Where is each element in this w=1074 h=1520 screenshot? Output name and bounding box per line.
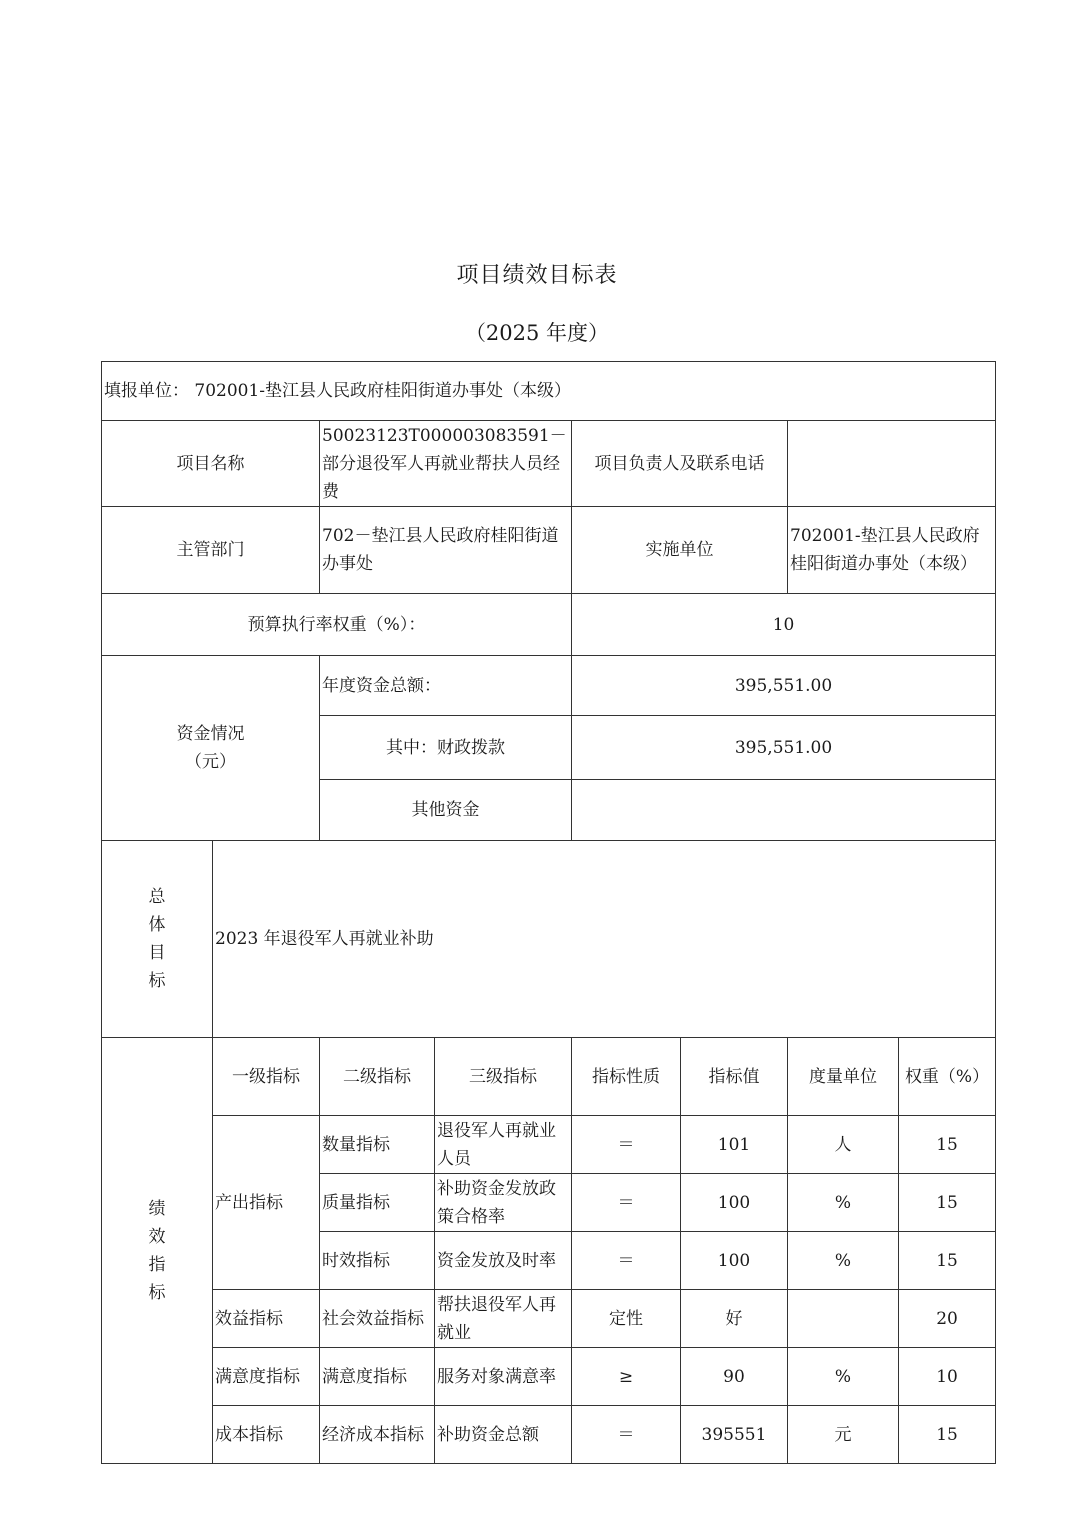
row-value: 100 bbox=[681, 1232, 788, 1290]
overall-goal-label: 总 体 目 标 bbox=[102, 841, 213, 1038]
funds-label-line2: （元） bbox=[185, 752, 236, 772]
table-row bbox=[102, 1406, 996, 1464]
header-level3: 三级指标 bbox=[435, 1038, 572, 1116]
row-level3: 补助资金发放政策合格率 bbox=[435, 1174, 572, 1232]
header-unit: 度量单位 bbox=[788, 1038, 899, 1116]
row-level3: 资金发放及时率 bbox=[435, 1232, 572, 1290]
project-name-value: 50023123T000003083591－部分退役军人再就业帮扶人员经费 bbox=[320, 421, 572, 507]
row-level3: 服务对象满意率 bbox=[435, 1348, 572, 1406]
row-weight: 15 bbox=[899, 1232, 996, 1290]
row-nature: 定性 bbox=[572, 1290, 681, 1348]
row-unit: 人 bbox=[788, 1116, 899, 1174]
impl-label: 实施单位 bbox=[572, 507, 788, 594]
row-value: 100 bbox=[681, 1174, 788, 1232]
fiscal-label: 其中：财政拨款 bbox=[320, 716, 572, 780]
header-level2: 二级指标 bbox=[320, 1038, 435, 1116]
annual-total-label: 年度资金总额： bbox=[320, 656, 572, 716]
contact-label: 项目负责人及联系电话 bbox=[572, 421, 788, 507]
project-name-label: 项目名称 bbox=[102, 421, 320, 507]
row-level1: 成本指标 bbox=[213, 1406, 320, 1464]
row-weight: 15 bbox=[899, 1406, 996, 1464]
impl-value: 702001-垫江县人民政府桂阳街道办事处（本级） bbox=[788, 507, 996, 594]
dept-value: 702－垫江县人民政府桂阳街道办事处 bbox=[320, 507, 572, 594]
fiscal-value: 395,551.00 bbox=[572, 716, 996, 780]
row-level2: 数量指标 bbox=[320, 1116, 435, 1174]
page-subtitle: （2025 年度） bbox=[464, 321, 610, 345]
contact-value bbox=[788, 421, 996, 507]
row-weight: 15 bbox=[899, 1116, 996, 1174]
row-weight: 10 bbox=[899, 1348, 996, 1406]
report-unit: 填报单位： 702001-垫江县人民政府桂阳街道办事处（本级） bbox=[102, 362, 996, 421]
row-nature: ＝ bbox=[572, 1116, 681, 1174]
row-nature: ＝ bbox=[572, 1232, 681, 1290]
table-row bbox=[102, 1116, 996, 1174]
overall-goal-text: 2023 年退役军人再就业补助 bbox=[213, 841, 996, 1038]
budget-weight-label: 预算执行率权重（%）： bbox=[102, 594, 572, 656]
row-level3: 帮扶退役军人再就业 bbox=[435, 1290, 572, 1348]
row-unit: % bbox=[788, 1232, 899, 1290]
output-indicator-label: 产出指标 bbox=[213, 1116, 320, 1290]
other-funds-label: 其他资金 bbox=[320, 780, 572, 841]
row-level2: 社会效益指标 bbox=[320, 1290, 435, 1348]
header-nature: 指标性质 bbox=[572, 1038, 681, 1116]
row-value: 395551 bbox=[681, 1406, 788, 1464]
header-weight: 权重（%） bbox=[899, 1038, 996, 1116]
performance-table bbox=[101, 361, 996, 1464]
perf-indicator-label: 绩 效 指 标 bbox=[102, 1038, 213, 1464]
row-weight: 20 bbox=[899, 1290, 996, 1348]
row-level3: 退役军人再就业人员 bbox=[435, 1116, 572, 1174]
row-level2: 质量指标 bbox=[320, 1174, 435, 1232]
page-title: 项目绩效目标表 bbox=[456, 263, 618, 288]
header-level1: 一级指标 bbox=[213, 1038, 320, 1116]
row-weight: 15 bbox=[899, 1174, 996, 1232]
dept-label: 主管部门 bbox=[102, 507, 320, 594]
row-unit: % bbox=[788, 1348, 899, 1406]
row-unit: 元 bbox=[788, 1406, 899, 1464]
budget-weight-value: 10 bbox=[572, 594, 996, 656]
row-level3: 补助资金总额 bbox=[435, 1406, 572, 1464]
row-level2: 时效指标 bbox=[320, 1232, 435, 1290]
row-value: 101 bbox=[681, 1116, 788, 1174]
row-unit: % bbox=[788, 1174, 899, 1232]
row-unit bbox=[788, 1290, 899, 1348]
annual-total-value: 395,551.00 bbox=[572, 656, 996, 716]
row-nature: ≥ bbox=[572, 1348, 681, 1406]
row-level1: 满意度指标 bbox=[213, 1348, 320, 1406]
other-funds-value bbox=[572, 780, 996, 841]
row-nature: ＝ bbox=[572, 1174, 681, 1232]
row-nature: ＝ bbox=[572, 1406, 681, 1464]
row-level2: 满意度指标 bbox=[320, 1348, 435, 1406]
row-value: 90 bbox=[681, 1348, 788, 1406]
header-value: 指标值 bbox=[681, 1038, 788, 1116]
table-row bbox=[102, 1290, 996, 1348]
table-row bbox=[102, 1348, 996, 1406]
funds-label bbox=[102, 656, 320, 841]
row-level2: 经济成本指标 bbox=[320, 1406, 435, 1464]
row-value: 好 bbox=[681, 1290, 788, 1348]
row-level1: 效益指标 bbox=[213, 1290, 320, 1348]
funds-label-line1: 资金情况 bbox=[176, 724, 245, 744]
